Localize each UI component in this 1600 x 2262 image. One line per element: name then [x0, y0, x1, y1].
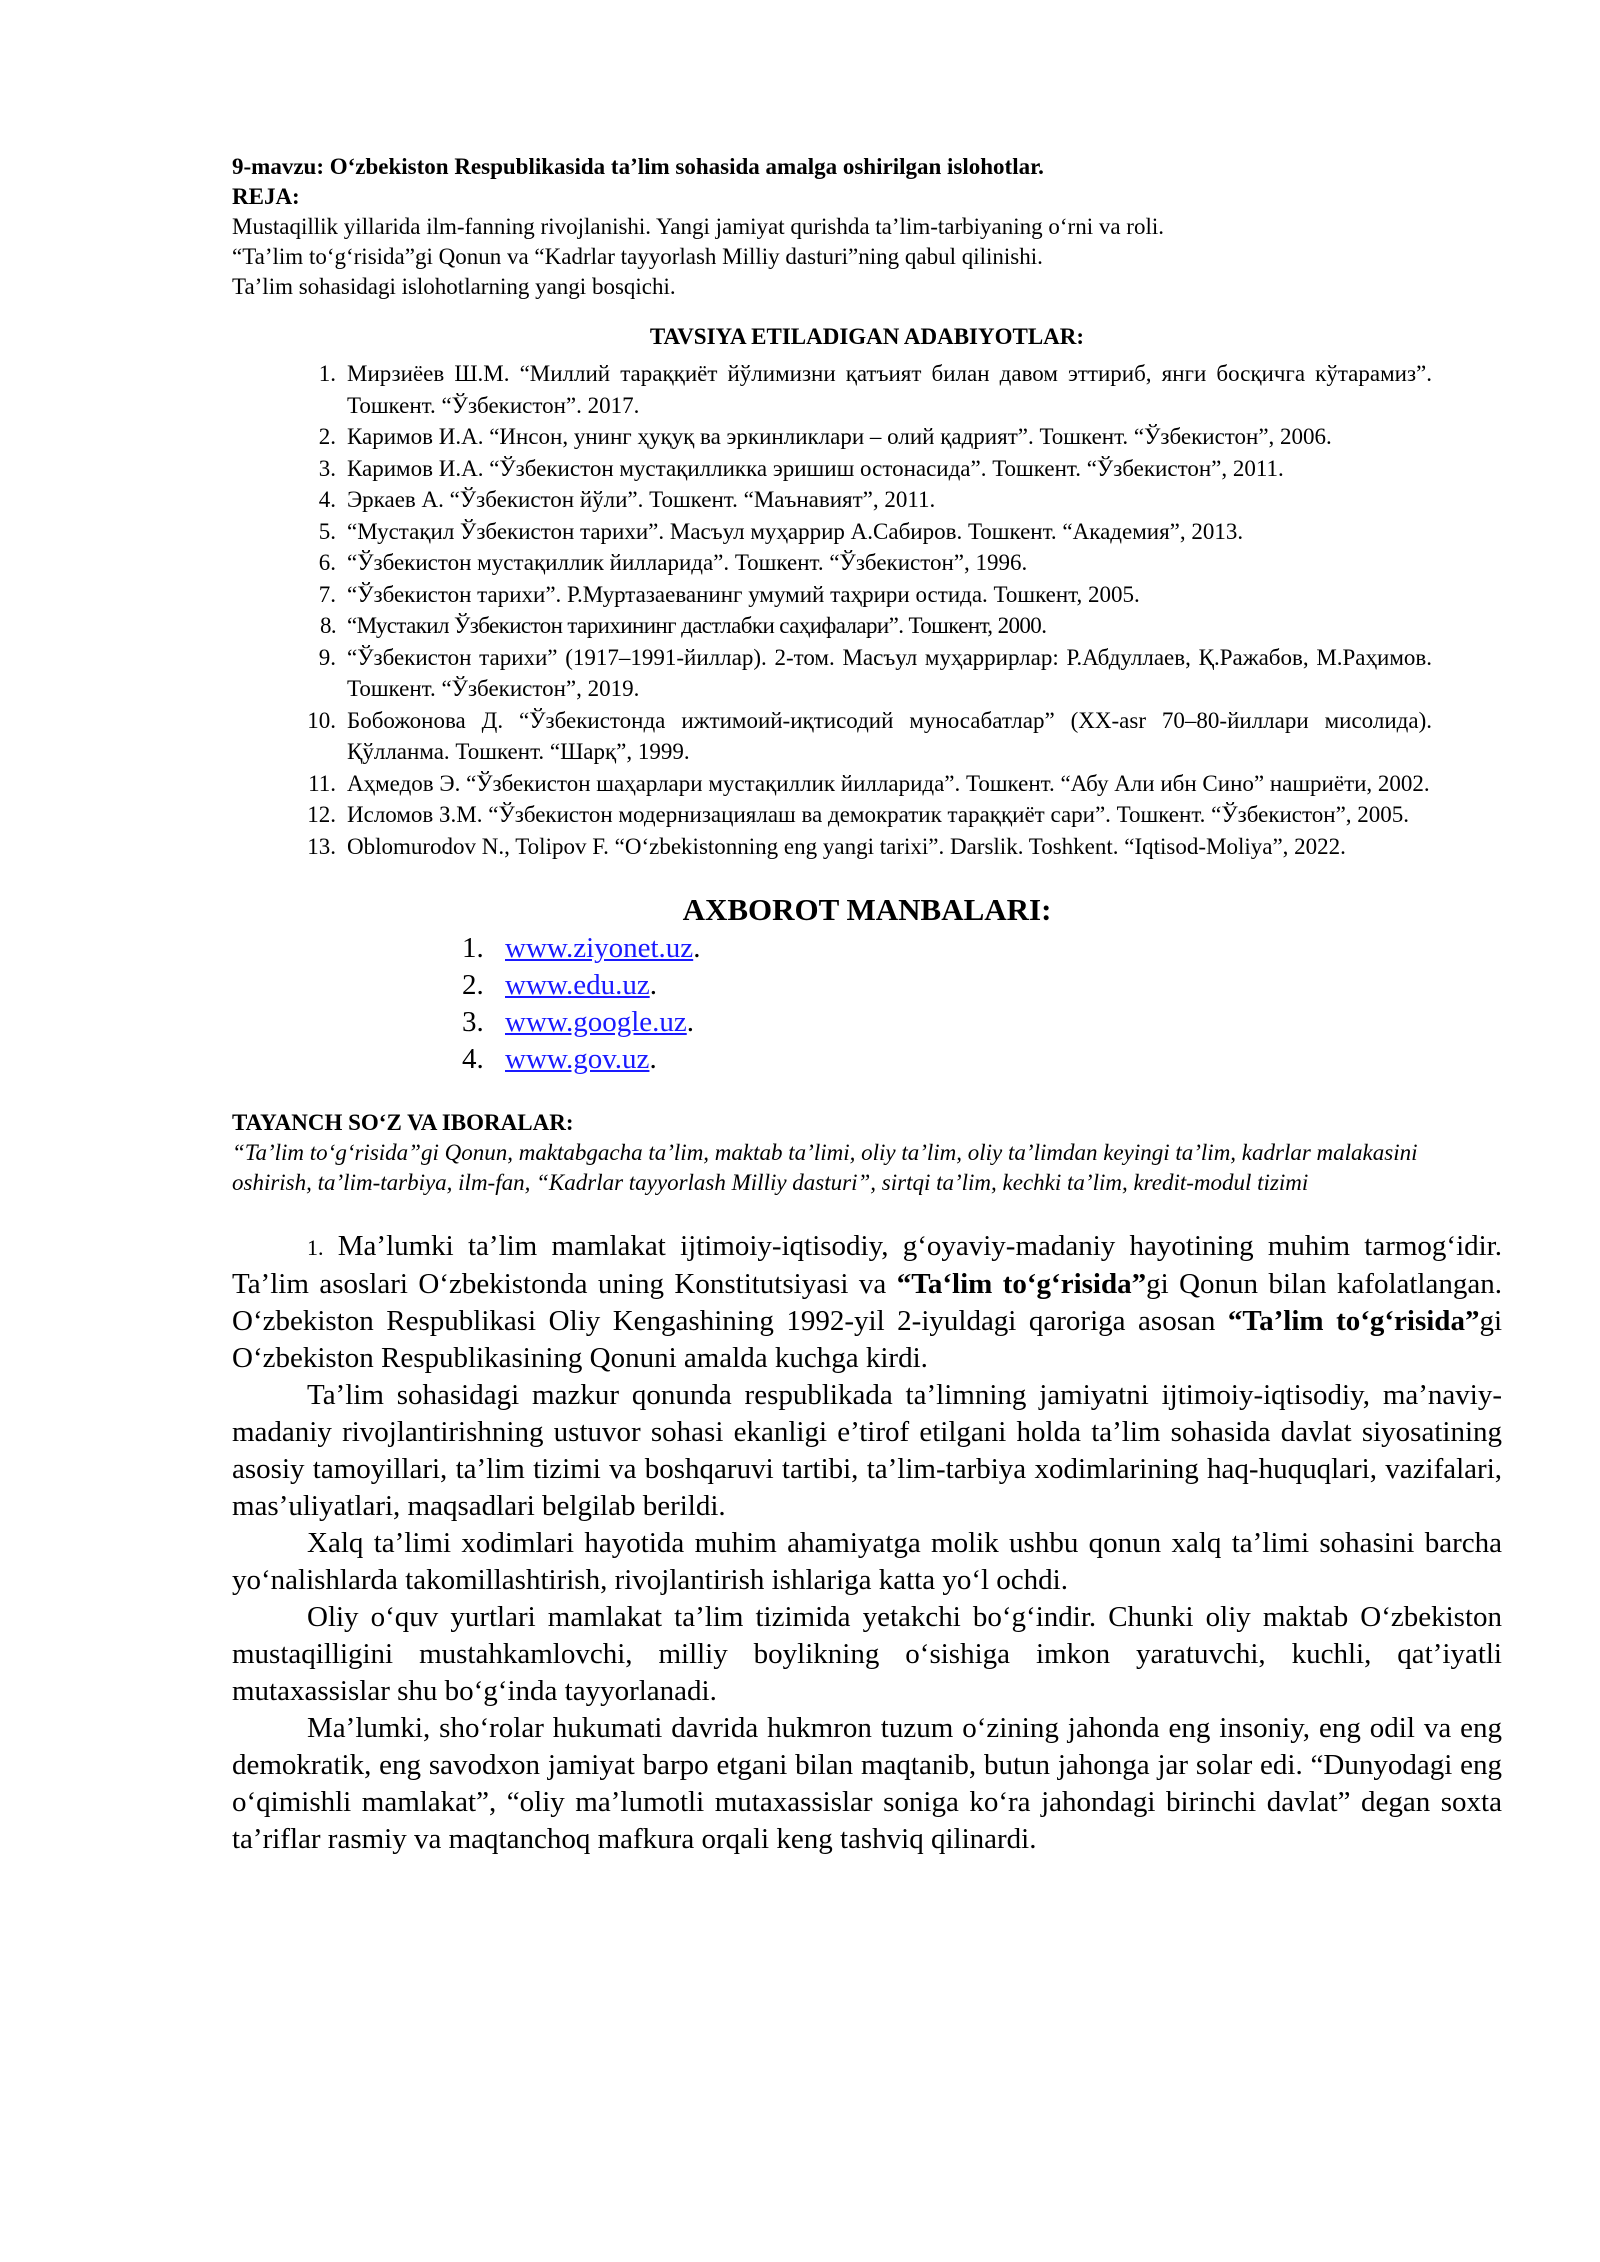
reference-text: Эркаев А. “Ўзбекистон йўли”. Тошкент. “Маънавият”, 2011.	[347, 487, 936, 512]
reference-number: 11.	[308, 770, 336, 796]
info-source-item	[462, 1004, 1502, 1041]
reference-text: Каримов И.А. “Инсон, унинг ҳуқуқ ва эркинликлари – олий қадрият”. Тошкент. “Ўзбекистон”, 2006.	[347, 424, 1332, 449]
paragraph-text: gi Qonun bilan kafolatlangan. O‘zbekiston Respublikasi Oliy Kengashining 1992-yil 2-iyuldagi qaroriga asosan	[232, 1268, 1502, 1337]
link-ziyonet[interactable]: www.ziyonet.uz	[505, 932, 694, 964]
paragraph-text: gi O‘zbekiston Respublikasining Qonuni amalda kuchga kirdi.	[232, 1305, 1503, 1374]
topic-title: 9-mavzu: O‘zbekiston Respublikasida ta’lim sohasida amalga oshirilgan islohotlar.	[232, 154, 1044, 179]
reference-item	[302, 516, 1432, 548]
reference-item	[302, 358, 1432, 421]
reference-number: 8.	[319, 613, 336, 638]
link-punct: .	[649, 1043, 657, 1075]
reference-text: “Мустакил Ўзбекистон тарихининг дастлабки саҳифалари”. Тошкент, 2000.	[347, 613, 1047, 638]
info-source-number: 4.	[462, 1043, 484, 1075]
reference-item	[302, 421, 1432, 453]
link-gov[interactable]: www.gov.uz	[505, 1043, 650, 1075]
reference-item	[302, 831, 1432, 863]
reference-text: Исломов З.М. “Ўзбекистон модернизациялаш ва демократик тараққиёт сари”. Тошкент. “Ўзбекистон”, 2005.	[347, 802, 1410, 827]
reference-text: Каримов И.А. “Ўзбекистон мустақилликка эришиш остонасида”. Тошкент. “Ўзбекистон”, 2011.	[347, 455, 1284, 481]
reference-item	[302, 799, 1432, 831]
reference-text: “Ўзбекистон мустақиллик йилларида”. Тошкент. “Ўзбекистон”, 1996.	[347, 550, 1028, 575]
plan-item: Ta’lim sohasidagi islohotlarning yangi bosqichi.	[232, 274, 676, 299]
reference-number: 1.	[318, 361, 336, 386]
body-paragraph	[232, 1228, 1502, 1377]
references-list	[302, 358, 1432, 862]
body-paragraph: Xalq ta’limi xodimlari hayotida muhim ahamiyatga molik ushbu qonun xalq ta’limi sohasini barcha yo‘nalishlarda takomillashtirish, rivojlantirish ishlariga katta yo‘l ochdi.	[232, 1527, 1502, 1596]
info-source-item	[462, 1041, 1502, 1078]
keywords-text: “Ta’lim to‘g‘risida”gi Qonun, maktabgacha ta’lim, maktab ta’limi, oliy ta’lim, oliy ta’limdan keyingi ta’lim, kadrlar malakasini oshirish, ta’lim-tarbiya, ilm-fan, “Kadrlar tayyorlash Milliy dasturi”, sirtqi ta’lim, kechki ta’lim, kredit-modul tizimi	[232, 1140, 1418, 1195]
reference-number: 10.	[307, 707, 336, 733]
reference-item	[302, 453, 1432, 485]
reference-number: 7.	[318, 581, 336, 607]
reference-number: 2.	[318, 424, 336, 449]
reference-number: 12.	[307, 802, 336, 827]
reference-number: 9.	[318, 644, 336, 670]
page-content	[232, 152, 1502, 1858]
link-edu[interactable]: www.edu.uz	[505, 969, 650, 1001]
reference-text: “Мустақил Ўзбекистон тарихи”. Масъул муҳаррир А.Сабиров. Тошкент. “Академия”, 2013.	[347, 518, 1244, 544]
link-punct: .	[686, 1006, 694, 1038]
bold-term: “Ta‘lim to‘g‘risida”	[896, 1268, 1147, 1300]
link-punct: .	[693, 932, 701, 964]
plan-item: “Ta’lim to‘g‘risida”gi Qonun va “Kadrlar tayyorlash Milliy dasturi”ning qabul qilinishi.	[232, 244, 1043, 269]
info-source-number: 2.	[462, 969, 484, 1001]
link-google[interactable]: www.google.uz	[505, 1006, 687, 1038]
reference-text: Мирзиёев Ш.М. “Миллий тараққиёт йўлимизни қатъият билан давом эттириб, янги босқичга кўтарамиз”. Тошкент. “Ўзбекистон”. 2017.	[347, 361, 1432, 418]
body-paragraph: Ta’lim sohasidagi mazkur qonunda respublikada ta’limning jamiyatni ijtimoiy-iqtisodiy, ma’naviy-madaniy rivojlantirishning ustuvor sohasi ekanligi e’tirof etilgani holda ta’lim sohasida davlat siyosatining asosiy tamoyillari, ta’lim tizimi va boshqaruvi tartibi, ta’lim-tarbiya xodimlarining haq-huquqlari, vazifalari, mas’uliyatlari, maqsadlari belgilab berildi.	[232, 1379, 1502, 1522]
reference-number: 5.	[318, 518, 336, 544]
reference-number: 3.	[318, 455, 336, 481]
reference-item	[302, 705, 1432, 768]
plan-item: Mustaqillik yillarida ilm-fanning rivojlanishi. Yangi jamiyat qurishda ta’lim-tarbiyaning o‘rni va roli.	[232, 214, 1164, 239]
info-source-number: 1.	[462, 932, 484, 964]
reference-item	[302, 484, 1432, 516]
reference-number: 13.	[307, 833, 336, 859]
link-punct: .	[649, 969, 657, 1001]
info-sources-list	[462, 930, 1502, 1078]
reference-number: 6.	[318, 550, 336, 575]
bold-term: “Ta’lim to‘g‘risida”	[1227, 1305, 1480, 1337]
info-source-item	[462, 930, 1502, 967]
body-paragraph: Oliy o‘quv yurtlari mamlakat ta’lim tizimida yetakchi bo‘g‘indir. Chunki oliy maktab O‘zbekiston mustaqilligini mustahkamlovchi, milliy boylikning o‘sishiga imkon yaratuvchi, kuchli, qat’iyatli mutaxassislar shu bo‘g‘inda tayyorlanadi.	[232, 1601, 1502, 1707]
reference-text: “Ўзбекистон тарихи”. Р.Муртазаеванинг умумий таҳрири остида. Тошкент, 2005.	[347, 581, 1140, 607]
plan-title: REJA:	[232, 184, 300, 209]
info-source-number: 3.	[462, 1006, 484, 1038]
reference-text: Бобожонова Д. “Ўзбекистонда ижтимоий-иқтисодий муносабатлар” (XX-asr 70–80-йиллари мисолида). Қўлланма. Тошкент. “Шарқ”, 1999.	[347, 707, 1432, 764]
reference-item	[302, 610, 1432, 642]
body-text	[232, 1228, 1502, 1858]
reference-text: Аҳмедов Э. “Ўзбекистон шаҳарлари мустақиллик йилларида”. Тошкент. “Абу Али ибн Сино” нашриёти, 2002.	[347, 770, 1430, 796]
reference-item	[302, 579, 1432, 611]
info-source-item	[462, 967, 1502, 1004]
paragraph-number: 1.	[307, 1235, 324, 1260]
reference-number: 4.	[318, 487, 336, 512]
reference-item	[302, 642, 1432, 705]
reference-text: Oblomurodov N., Tolipov F. “O‘zbekistonning eng yangi tarixi”. Darslik. Toshkent. “Iqtisod-Moliya”, 2022.	[347, 833, 1346, 859]
reference-text: “Ўзбекистон тарихи” (1917–1991-йиллар). 2-том. Масъул муҳаррирлар: Р.Абдуллаев, Қ.Ражабов, М.Раҳимов. Тошкент. “Ўзбекистон”, 2019.	[347, 644, 1432, 701]
info-sources-title: AXBOROT MANBALARI:	[682, 892, 1052, 927]
paragraph-text: Ma’lumki ta’lim mamlakat ijtimoiy-iqtisodiy, g‘oyaviy-madaniy hayotining muhim tarmog‘idir. Ta’lim asoslari O‘zbekistonda uning Konstitutsiyasi va	[232, 1230, 1502, 1300]
reference-item	[302, 547, 1432, 579]
reference-item	[302, 768, 1432, 800]
keywords-title: TAYANCH SO‘Z VA IBORALAR:	[232, 1110, 574, 1135]
references-title: TAVSIYA ETILADIGAN ADABIYOTLAR:	[649, 324, 1085, 349]
body-paragraph: Ma’lumki, sho‘rolar hukumati davrida hukmron tuzum o‘zining jahonda eng insoniy, eng odil va eng demokratik, eng savodxon jamiyat barpo etgani bilan maqtanib, butun jahonga jar solar edi. “Dunyodagi eng o‘qimishli mamlakat”, “oliy ma’lumotli mutaxassislar soniga ko‘ra jahondagi birinchi davlat” degan soxta ta’riflar rasmiy va maqtanchoq mafkura orqali keng tashviq qilinardi.	[232, 1712, 1502, 1855]
